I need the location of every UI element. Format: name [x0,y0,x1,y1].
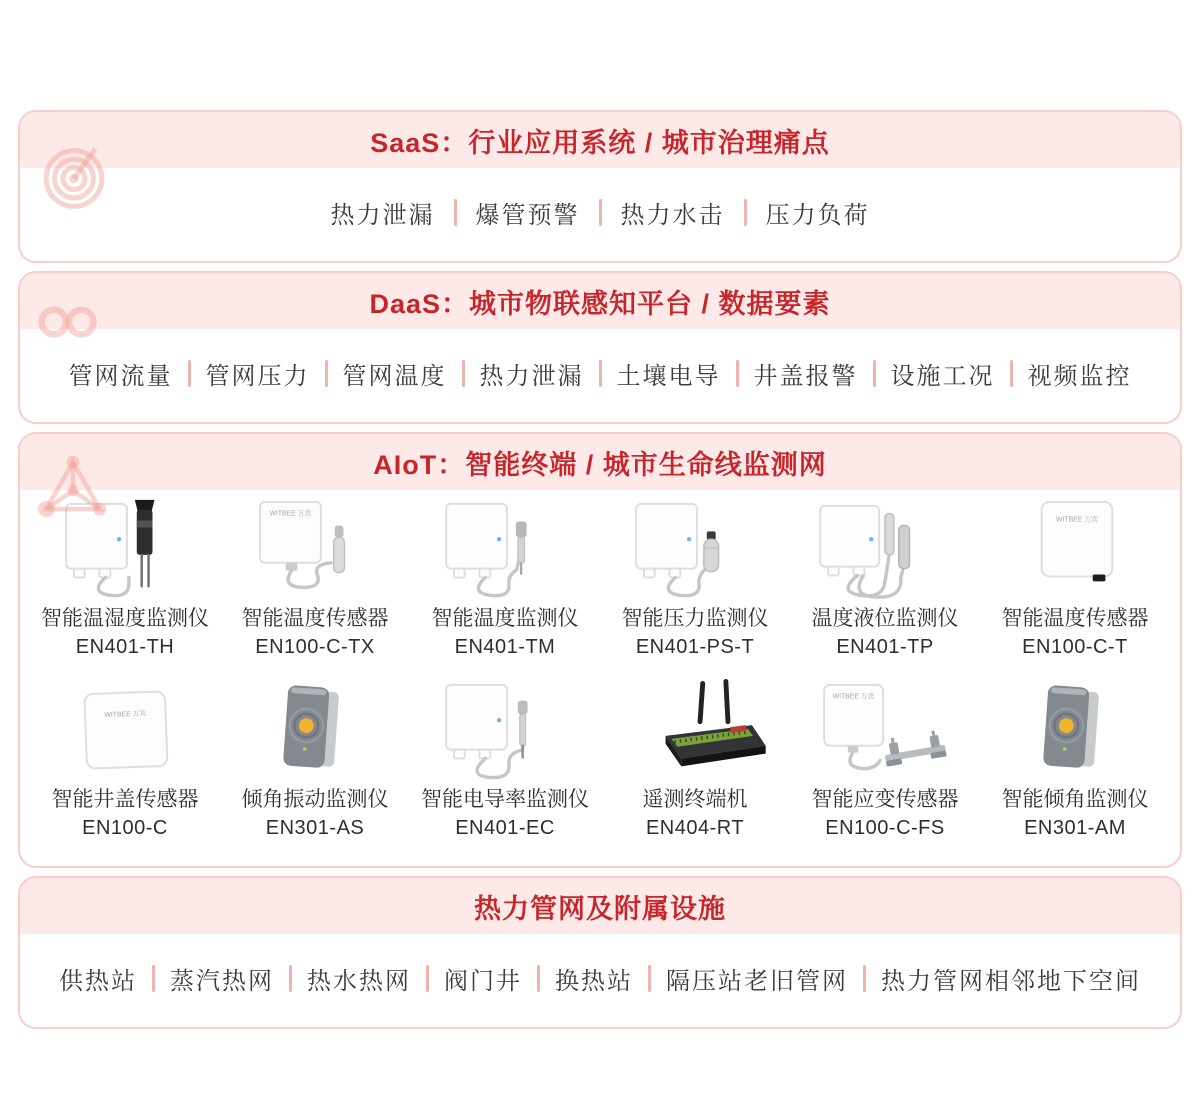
facility-item: 热力管网相邻地下空间 [881,968,1141,995]
product-model: EN401-EC [455,817,555,839]
product-name: 智能电导率监测仪 [421,788,589,811]
box-dual-probe-image [805,496,965,604]
product-model: EN301-AM [1024,817,1126,839]
daas-panel [18,271,1182,424]
separator [599,199,602,226]
product-card [220,677,410,842]
daas-item: 热力泄漏 [479,363,584,390]
product-card [790,496,980,661]
daas-item: 井盖报警 [753,363,858,390]
facility-item: 热水热网 [307,968,411,995]
product-name: 倾角振动监测仪 [241,788,389,811]
saas-item: 爆管预警 [475,202,580,229]
facility-item: 蒸汽热网 [170,968,274,995]
svg-text:WITBEE 万宾: WITBEE 万宾 [1056,516,1098,524]
gray-tilt-box-image [235,677,395,785]
product-name: 智能井盖传感器 [51,788,199,811]
router-image [615,677,775,785]
saas-panel [18,110,1182,263]
separator [289,965,292,992]
separator [863,965,866,992]
flat-square-image [45,677,205,785]
saas-title: SaaS：行业应用系统 / 城市治理痛点 [370,127,830,158]
product-model: EN301-AS [265,817,365,839]
product-model: EN401-TH [75,636,175,658]
daas-item: 管网压力 [205,363,310,390]
product-card [410,496,600,661]
separator [537,965,540,992]
strain-sensor-image [805,677,965,785]
saas-item: 压力负荷 [765,202,870,229]
product-name: 智能温度传感器 [1001,607,1149,630]
product-name: 智能温度传感器 [241,607,389,630]
product-card [30,496,220,661]
facilities-items [20,934,1180,1027]
product-model: EN100-C-T [1022,636,1128,658]
plain-box-image [995,496,1155,604]
daas-item: 土壤电导 [616,363,721,390]
aiot-header [20,434,1180,490]
product-model: EN404-RT [645,817,745,839]
daas-title: DaaS：城市物联感知平台 / 数据要素 [369,288,831,319]
product-model: EN401-TP [836,636,934,658]
daas-header [20,273,1180,329]
box-pressure-probe-image [615,496,775,604]
product-name: 智能应变传感器 [811,788,959,811]
svg-text:WITBEE 万宾: WITBEE 万宾 [104,710,147,719]
product-card [600,677,790,842]
separator [873,360,876,387]
facilities-panel [18,876,1182,1029]
gray-tilt-box-image [995,677,1155,785]
facilities-title: 热力管网及附属设施 [474,893,726,924]
daas-item: 管网流量 [68,363,173,390]
product-card [30,677,220,842]
separator [599,360,602,387]
box-soil-probe-image [45,496,205,604]
box-needle-probe-image [425,677,585,785]
box-slim-probe-image [235,496,395,604]
product-model: EN100-C-TX [255,636,375,658]
daas-item: 管网温度 [342,363,447,390]
product-name: 智能压力监测仪 [621,607,769,630]
separator [648,965,651,992]
product-model: EN401-PS-T [635,636,755,658]
product-card [600,496,790,661]
saas-items [20,168,1180,261]
aiot-panel [18,432,1182,868]
separator [454,199,457,226]
facility-item: 换热站 [555,968,633,995]
daas-item: 视频监控 [1027,363,1132,390]
product-model: EN401-TM [454,636,556,658]
product-name: 智能倾角监测仪 [1001,788,1149,811]
product-model: EN100-C [82,817,168,839]
product-name: 遥测终端机 [642,788,748,811]
separator [736,360,739,387]
product-card [410,677,600,842]
product-name: 智能温湿度监测仪 [41,607,209,630]
saas-header [20,112,1180,168]
separator [325,360,328,387]
product-name: 温度液位监测仪 [811,607,959,630]
saas-item: 热力泄漏 [330,202,435,229]
aiot-title: AIoT：智能终端 / 城市生命线监测网 [373,449,827,480]
product-card [980,677,1170,842]
separator [1010,360,1013,387]
svg-text:WITBEE 万宾: WITBEE 万宾 [269,510,312,518]
product-model: EN100-C-FS [825,817,945,839]
daas-items [20,329,1180,422]
product-grid [20,490,1180,866]
separator [188,360,191,387]
saas-item: 热力水击 [620,202,725,229]
separator [744,199,747,226]
product-card [980,496,1170,661]
separator [152,965,155,992]
svg-text:WITBEE 万宾: WITBEE 万宾 [832,693,875,701]
facility-item: 隔压站老旧管网 [666,968,848,995]
product-card [220,496,410,661]
facility-item: 阀门井 [444,968,522,995]
facilities-header [20,878,1180,934]
daas-item: 设施工况 [890,363,995,390]
product-name: 智能温度监测仪 [431,607,579,630]
facility-item: 供热站 [59,968,137,995]
box-tab-probe-image [425,496,585,604]
separator [426,965,429,992]
product-card [790,677,980,842]
separator [462,360,465,387]
